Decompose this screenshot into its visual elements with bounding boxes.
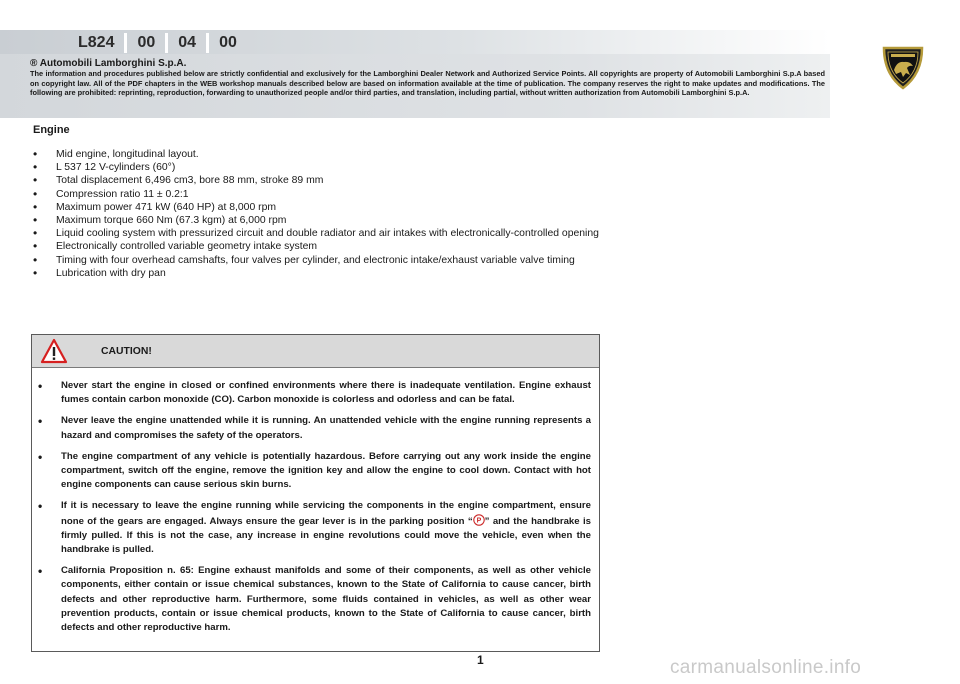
code-separator [165, 33, 168, 53]
bullet-icon: • [38, 564, 43, 579]
list-item [33, 214, 601, 227]
caution-item-text: The engine compartment of any vehicle is potentially hazardous. Before carrying out any work inside the engine compartment, switch off the engine, remove the ignition key and allow the engine to cool down. Contact with hot engine components can cause serious skin burns. [61, 450, 591, 491]
code-model: L824 [78, 34, 115, 51]
caution-item-text-end: ” and the handbrake is firmly pulled. If this is not the case, any increase in engine revolutions could move the vehicle, even when the handbrake is pulled. [61, 515, 591, 556]
list-item [33, 161, 601, 174]
list-item [33, 227, 601, 240]
code-section: 04 [178, 34, 197, 51]
warning-triangle-icon [40, 338, 68, 364]
list-item [33, 254, 601, 267]
watermark: carmanualsonline.info [670, 657, 862, 678]
caution-item [38, 414, 591, 442]
section-title: Engine [33, 124, 70, 136]
caution-item [38, 499, 591, 557]
list-item-text: Maximum torque 660 Nm (67.3 kgm) at 6,000 rpm [56, 215, 287, 227]
bullet-icon: • [33, 226, 38, 241]
bullet-icon: • [33, 199, 38, 214]
code-sub: 00 [219, 34, 237, 51]
list-item-text: Electronically controlled variable geometry intake system [56, 241, 318, 253]
copyright-title: ® Automobili Lamborghini S.p.A. [30, 58, 187, 69]
engine-spec-list [33, 148, 601, 280]
caution-item [38, 379, 591, 407]
page-number: 1 [477, 653, 484, 667]
list-item-text: Total displacement 6,496 cm3, bore 88 mm, stroke 89 mm [56, 175, 324, 187]
copyright-notice: The information and procedures published below are strictly confidential and exclusively for the Lamborghini Dealer Network and Authorized Service Points. All copyrights are property of Automobili Lamborghini S.p.A based on copyright law. All of the PDF chapters in the WEB workshop manuals described below are based on information available at the time of publication. The company reserves the right to make updates and modifications. The following are prohibited: reprinting, reproduction, forwarding to unauthorized people and/or third parties, and translation, including partial, without written authorization from Automobili Lamborghini S.p.A. [30, 69, 825, 98]
list-item-text: Maximum power 471 kW (640 HP) at 8,000 rpm [56, 201, 277, 213]
list-item [33, 201, 601, 214]
bullet-icon: • [33, 160, 38, 175]
caution-item-text: Never start the engine in closed or confined environments where there is inadequate ventilation. Engine exhaust fumes contain carbon monoxide (CO). Carbon monoxide is colorless and odorless and can be fatal. [61, 380, 591, 406]
list-item-text: Compression ratio 11 ± 0.2:1 [56, 188, 189, 200]
caution-box [31, 334, 600, 652]
bullet-icon: • [33, 252, 38, 267]
bullet-icon: • [33, 173, 38, 188]
list-item [33, 267, 601, 280]
list-item-text: L 537 12 V-cylinders (60°) [56, 162, 176, 174]
bullet-icon: • [38, 379, 43, 393]
bullet-icon: • [33, 265, 38, 280]
caution-header [32, 335, 599, 368]
caution-list [32, 379, 599, 642]
lamborghini-logo-icon [880, 44, 926, 90]
list-item-text: Liquid cooling system with pressurized circuit and double radiator and air intakes with electronically-controlled opening [56, 228, 599, 240]
list-item-text: Lubrication with dry pan [56, 267, 166, 279]
caution-item-text: Never leave the engine unattended while it is running. An unattended vehicle with the engine running represents a hazard and compromises the safety of the operators. [61, 415, 591, 441]
list-item [33, 188, 601, 201]
bullet-icon: • [38, 414, 43, 429]
caution-item [38, 449, 591, 493]
bullet-icon: • [38, 449, 43, 464]
parking-brake-icon [473, 514, 485, 526]
caution-item-text: California Proposition n. 65: Engine exhaust manifolds and some of their components, as well as other vehicle components, either contain or issue chemical substances, known to the State of California to cause cancer, birth defects and other reproductive harm. Furthermore, some fluids contained in vehicles, as well as other wear prevention products, contain or issue chemical products, known to the State of California to cause cancer, birth defects and other reproductive harm. [61, 565, 591, 634]
bullet-icon: • [33, 186, 38, 201]
list-item [33, 148, 601, 161]
caution-label: CAUTION! [101, 346, 152, 357]
list-item [33, 174, 601, 187]
bullet-icon: • [33, 213, 38, 228]
bullet-icon: • [33, 239, 38, 254]
list-item-text: Mid engine, longitudinal layout. [56, 149, 199, 160]
document-code [70, 33, 245, 53]
bullet-icon: • [33, 147, 38, 161]
list-item [33, 240, 601, 253]
caution-item [38, 564, 591, 635]
caution-item-text-start: If it is necessary to leave the engine running while servicing the components in the engine compartment, ensure none of the gears are engaged. Always ensure the gear lever is in the parking position “ [61, 500, 591, 527]
bullet-icon: • [38, 499, 43, 514]
code-separator [124, 33, 127, 53]
list-item-text: Timing with four overhead camshafts, four valves per cylinder, and electronic intake/exhaust variable valve timing [56, 254, 575, 266]
code-group: 00 [137, 34, 156, 51]
svg-text:P: P [476, 517, 481, 525]
code-separator [206, 33, 209, 53]
